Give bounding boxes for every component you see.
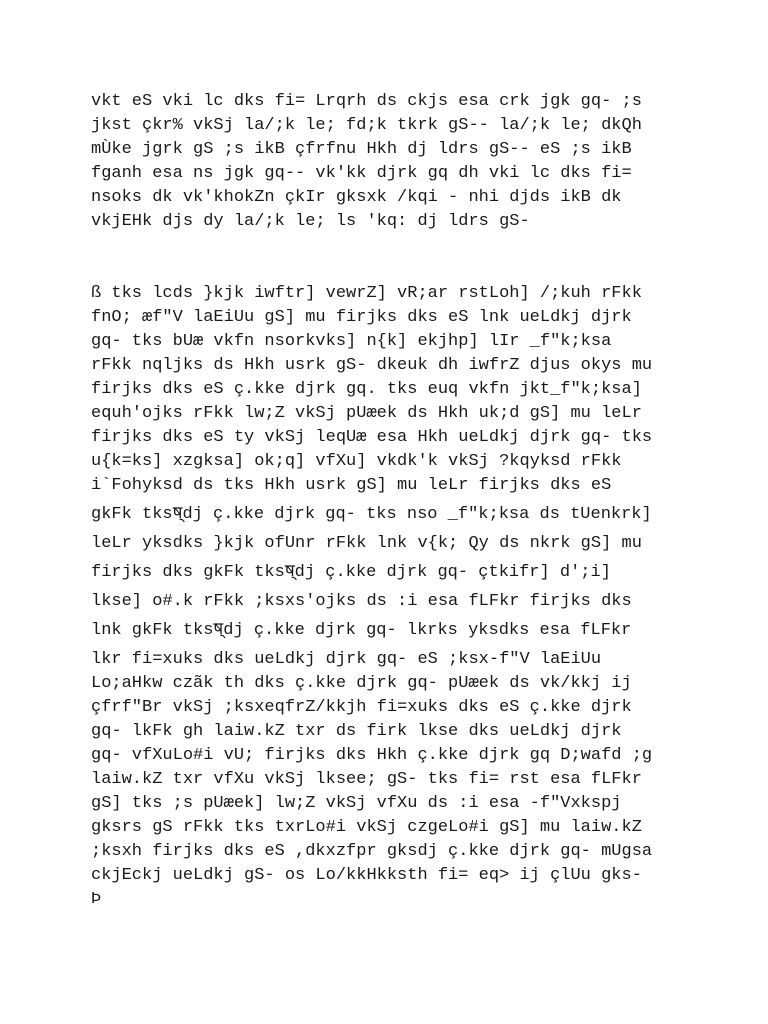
text-line: equh'ojks rFkk lw;Z vkSj pUæek ds Hkh uk;d gS] mu leLr [91,404,642,423]
text-line: ;ksxh firjks dks eS ,dkxzfpr gksdj ç.kke djrk gq- mUgsa [91,842,653,861]
text-line: gq- vfXuLo#i vU; firjks dks Hkh ç.kke djrk gq D;wafd ;g [91,746,653,765]
text-line: nsoks dk vk'khokZn çkIr gksxk /kqi - nhi djds ikB dk [91,188,622,207]
text-line: firjks dks gkFk tksष्dj ç.kke djrk gq- çtkifr] d';i] [91,563,611,582]
text-line: lnk gkFk tksष्dj ç.kke djrk gq- lkrks yksdks esa fLFkr [91,621,632,640]
text-line: mÙke jgrk gS ;s ikB çfrfnu Hkh dj ldrs gS-- eS ;s ikB [91,140,632,159]
text-line: gq- lkFk gh laiw.kZ txr ds firk lkse dks ueLdkj djrk [91,722,622,741]
text-line: ckjEckj ueLdkj gS- os Lo/kkHkksth fi= eq> ij çlUu gks- [91,866,642,885]
text-line: gq- tks bUæ vkfn nsorkvks] n{k] ekjhp] lIr _f"k;ksa [91,332,612,351]
text-line: firjks dks eS ty vkSj leqUæ esa Hkh ueLdkj djrk gq- tks [91,428,653,447]
text-line: i`Fohyksd ds tks Hkh usrk gS] mu leLr firjks dks eS [91,476,612,495]
text-line: gkFk tksष्dj ç.kke djrk gq- tks nso _f"k;ksa ds tUenkrk] [91,505,652,524]
text-line: Lo;aHkw czãk th dks ç.kke djrk gq- pUæek ds vk/kkj ij [91,674,632,693]
text-line: vkt eS vki lc dks fi= Lrqrh ds ckjs esa crk jgk gq- ;s [91,92,642,111]
text-line: Þ [91,890,102,909]
text-line: rFkk nqljks ds Hkh usrk gS- dkeuk dh iwfrZ djus okys mu [91,356,653,375]
text-line: leLr yksdks }kjk ofUnr rFkk lnk v{k; Qy ds nkrk gS] mu [91,534,642,553]
text-line: jkst çkr% vkSj la/;k le; fd;k tkrk gS-- la/;k le; dkQh [91,116,642,135]
text-line: gS] tks ;s pUæek] lw;Z vkSj vfXu ds :i esa -f"Vxkspj [91,794,622,813]
text-line: u{k=ks] xzgksa] ok;q] vfXu] vkdk'k vkSj ?kqyksd rFkk [91,452,622,471]
text-line: laiw.kZ txr vfXu vkSj lksee; gS- tks fi= rst esa fLFkr [91,770,642,789]
text-line: fnO; æf"V laEiUu gS] mu firjks dks eS lnk ueLdkj djrk [91,308,632,327]
text-line: çfrf"Br vkSj ;ksxeqfrZ/kkjh fi=xuks dks eS ç.kke djrk [91,698,632,717]
text-line: firjks dks eS ç.kke djrk gq. tks euq vkfn jkt_f"k;ksa] [91,380,642,399]
text-line: lkr fi=xuks dks ueLdkj djrk gq- eS ;ksx-f"V laEiUu [91,650,602,669]
text-line: lkse] o#.k rFkk ;ksxs'ojks ds :i esa fLFkr firjks dks [91,592,632,611]
text-line: ß tks lcds }kjk iwftr] vewrZ] vR;ar rstLoh] /;kuh rFkk [91,284,642,303]
text-line: gksrs gS rFkk tks txrLo#i vkSj czgeLo#i gS] mu laiw.kZ [91,818,642,837]
text-line: vkjEHk djs dy la/;k le; ls 'kq: dj ldrs gS- [91,212,530,231]
text-line: fganh esa ns jgk gq-- vk'kk djrk gq dh vki lc dks fi= [91,164,632,183]
